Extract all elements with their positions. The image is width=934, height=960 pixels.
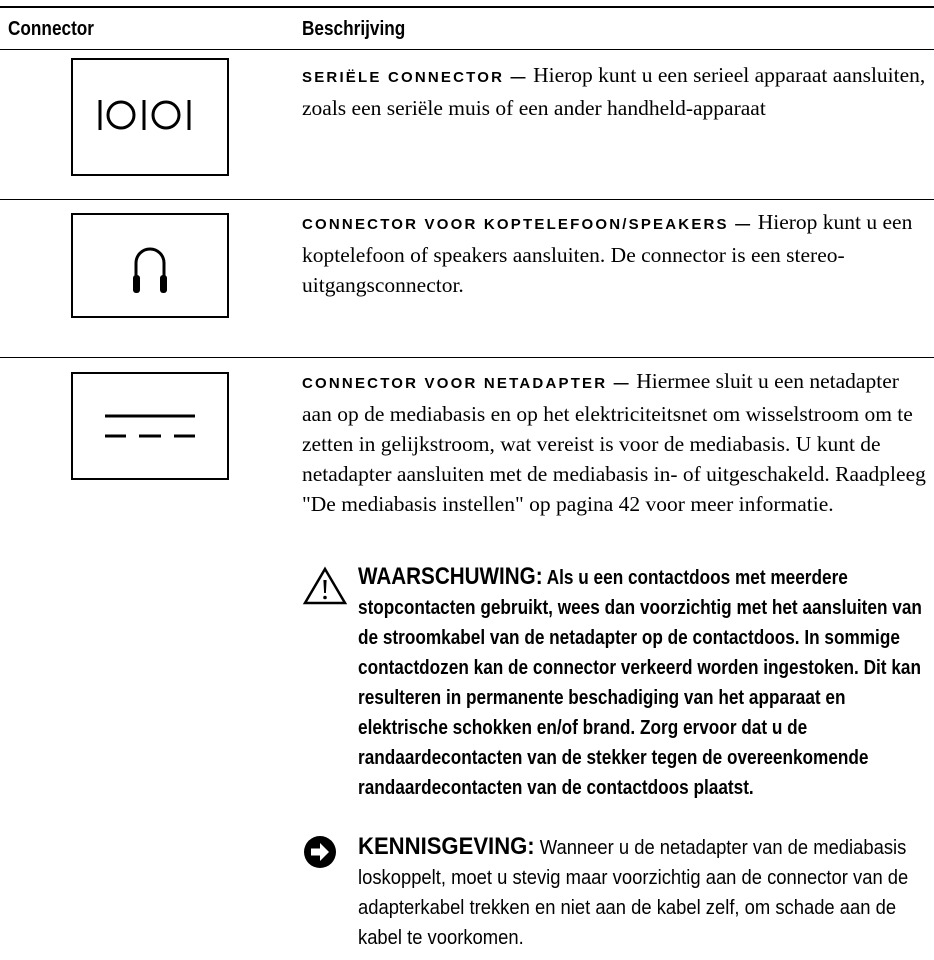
serial-connector-icon (73, 60, 227, 174)
dc-power-icon-box (71, 372, 229, 480)
header-rule (0, 49, 934, 50)
term-power-connector: CONNECTOR VOOR NETADAPTER — (302, 375, 631, 392)
headphone-connector-text: Hierop kunt u een koptelefoon of speakers aansluiten. De connector is een stereo-uitgangsconnector. (302, 210, 913, 297)
term-headphone-connector: CONNECTOR VOOR KOPTELEFOON/SPEAKERS — (302, 216, 753, 233)
row-rule-2 (0, 357, 934, 358)
notice-note (302, 832, 934, 953)
notice-icon (302, 834, 342, 874)
column-header-connector: Connector (8, 18, 94, 40)
warning-text (358, 562, 932, 803)
warning-body: Als u een contactdoos met meerdere stopcontacten gebruikt, wees dan voorzichtig met het aansluiten van de stroomkabel van de netadapter op de contactdoos. In sommige contactdozen kan de connector verkeerd worden ingestoken. Dit kan resulteren in permanente beschadiging van het apparaat en elektrische schokken en/of brand. Zorg ervoor dat u de randaardecontacten van de stekker tegen de overeenkomende randaardecontacten van de contactdoos plaatst. (358, 567, 922, 799)
serial-connector-text: Hierop kunt u een serieel apparaat aansluiten, zoals een seriële muis of een ander handheld-apparaat (302, 63, 926, 120)
notice-label: KENNISGEVING: (358, 833, 535, 860)
headphone-icon-box (71, 213, 229, 318)
warning-triangle-icon (302, 566, 348, 606)
warning-note (302, 562, 934, 803)
headphone-icon (73, 215, 227, 316)
row-headphone-description (302, 207, 932, 300)
dc-power-icon (73, 374, 227, 478)
warning-label: WAARSCHUWING: (358, 563, 543, 590)
serial-connector-icon-box (71, 58, 229, 176)
notice-body: Wanneer u de netadapter van de mediabasis loskoppelt, moet u stevig maar voorzichtig aan de connector van de adapterkabel trekken en niet aan de kabel zelf, om schade aan de kabel te voorkomen. (358, 837, 909, 949)
row-power-description (302, 366, 932, 519)
power-connector-text: Hiermee sluit u een netadapter aan op de mediabasis en op het elektriciteitsnet om wisselstroom om te zetten in gelijkstroom, wat vereist is voor de mediabasis. U kunt de netadapter aansluiten met de mediabasis in- of uitgeschakeld. Raadpleeg "De mediabasis instellen" op pagina 42 voor meer informatie. (302, 369, 926, 516)
row-serial-description (302, 60, 932, 123)
table-top-rule (0, 6, 934, 8)
column-header-description: Beschrijving (302, 18, 406, 40)
term-serial-connector: SERIËLE CONNECTOR — (302, 69, 528, 86)
notice-text (358, 832, 928, 953)
row-rule-1 (0, 199, 934, 200)
